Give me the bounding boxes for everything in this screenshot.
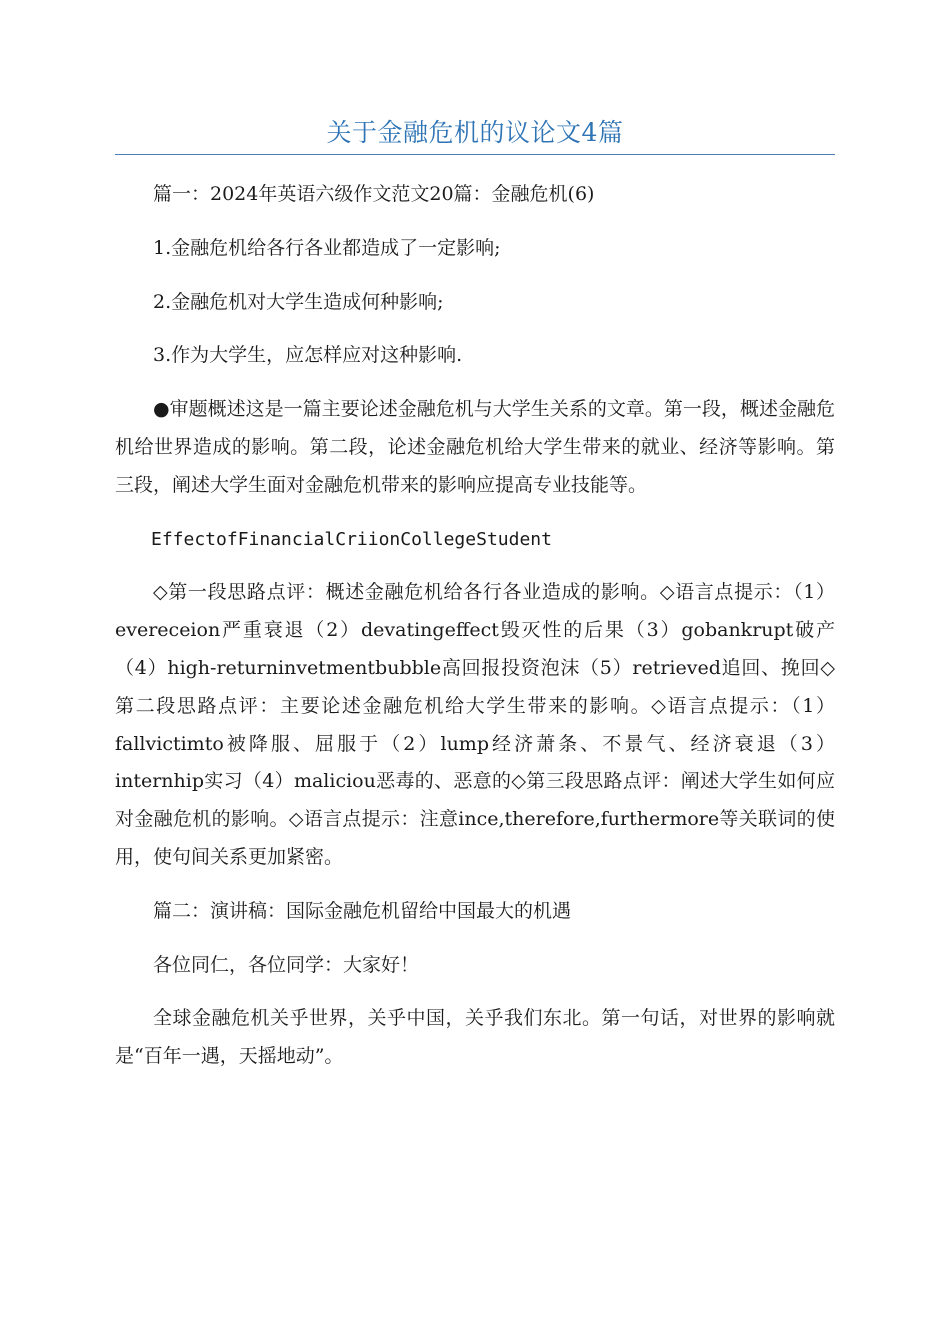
paragraph-opening: 全球金融危机关乎世界，关乎中国，关乎我们东北。第一句话，对世界的影响就是“百年一遇，天摇地动”。 [115,1007,835,1068]
document-body [115,176,835,1092]
paragraph-section-one-heading: 篇一：2024年英语六级作文范文20篇：金融危机(6) [153,183,595,205]
paragraph-point-two: 2.金融危机对大学生造成何种影响; [153,290,444,313]
paragraph-commentary: ◇第一段思路点评：概述金融危机给各行各业造成的影响。◇语言点提示：（1）evereceion严重衰退（2）devatingeffect毁灭性的后果（3）gobankrupt破产（4）high-returninvetmentbubble高回报投资泡沫（5）retrieved追回、挽回◇第二段思路点评：主要论述金融危机给大学生带来的影响。◇语言点提示：（1）fallvictimto被降服、屈服于（2）lump经济萧条、不景气、经济衰退（3）internhip实习（4）maliciou恶毒的、恶意的◇第三段思路点评：阐述大学生如何应对金融危机的影响。◇语言点提示：注意ince,therefore,furthermore等关联词的使用，使句间关系更加紧密。 [115,581,835,868]
paragraph-greeting: 各位同仁，各位同学：大家好！ [153,953,420,976]
paragraph-english-title: EffectofFinancialCriionCollegeStudent [151,528,552,550]
paragraph-point-three: 3.作为大学生，应怎样应对这种影响. [153,344,463,367]
paragraph-point-one: 1.金融危机给各行各业都造成了一定影响; [153,236,501,259]
document-title: 关于金融危机的议论文4篇 [326,118,624,147]
paragraph-overview: ●审题概述这是一篇主要论述金融危机与大学生关系的文章。第一段，概述金融危机给世界造成的影响。第二段，论述金融危机给大学生带来的就业、经济等影响。第三段，阐述大学生面对金融危机带来的影响应提高专业技能等。 [115,398,835,496]
title-underline [115,154,835,155]
paragraph-section-two-heading: 篇二：演讲稿：国际金融危机留给中国最大的机遇 [153,899,572,922]
